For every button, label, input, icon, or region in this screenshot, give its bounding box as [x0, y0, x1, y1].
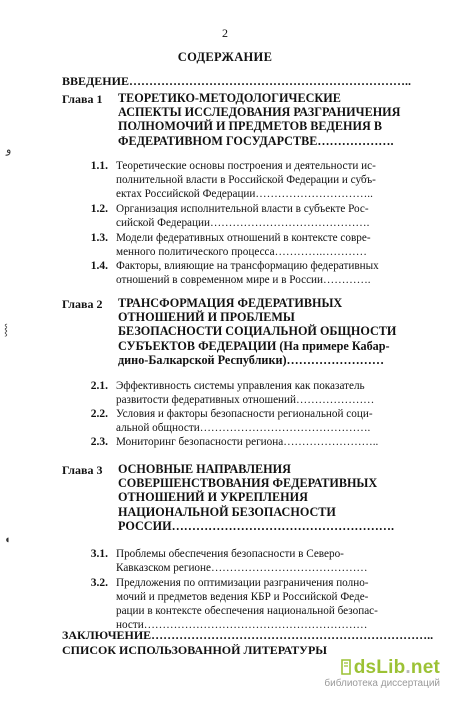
chapter-3-title: ОСНОВНЫЕ НАПРАВЛЕНИЯ СОВЕРШЕНСТВОВАНИЯ ФЕДЕРАТИВНЫХ ОТНОШЕНИЙ И УКРЕПЛЕНИЯ НАЦИОНАЛЬНОЙ БЕЗОПАСНОСТИ РОССИИ………………………………………………. — [118, 462, 394, 533]
chapter-3-label: Глава 3 — [62, 463, 103, 477]
section-3-1-number: 3.1. — [90, 548, 108, 560]
chapter-1-label: Глава 1 — [62, 92, 103, 106]
margin-scan-mark: ◖ — [4, 534, 11, 546]
section-2-2-number: 2.2. — [90, 408, 108, 420]
section-1-1-title: Теоретические основы построения и деятельности ис- полнительной власти в Российской Федерации и субъ- ектах Российской Федерации………………………….. — [116, 160, 376, 200]
section-2-2-title: Условия и факторы безопасности региональной соци- альной общности………………………………………. — [116, 408, 373, 434]
page-number: 2 — [222, 26, 228, 40]
toc-bibliography: СПИСОК ИСПОЛЬЗОВАННОЙ ЛИТЕРАТУРЫ — [62, 643, 328, 657]
section-1-3-number: 1.3. — [90, 232, 108, 244]
section-2-1-number: 2.1. — [90, 380, 108, 392]
book-icon — [340, 659, 352, 675]
section-2-3-number: 2.3. — [90, 436, 108, 448]
dslib-watermark — [324, 657, 440, 689]
toc-heading: СОДЕРЖАНИЕ — [177, 50, 273, 64]
section-3-2-title: Предложения по оптимизации разграничения полно- мочий и предметов ведения КБР и Российской Феде- рации в контексте обеспечения национальной безопас- ности…………………………………………………… — [116, 577, 378, 631]
section-1-4-title: Факторы, влияющие на трансформацию федеративных отношений в современном мире и в России…………. — [116, 260, 379, 286]
section-1-1-number: 1.1. — [90, 160, 108, 172]
chapter-2-label: Глава 2 — [62, 297, 103, 311]
section-3-2-number: 3.2. — [90, 577, 108, 589]
section-3-1-title: Проблемы обеспечения безопасности в Северо- Кавказском регионе…………………………………… — [116, 548, 368, 574]
toc-conclusion: ЗАКЛЮЧЕНИЕ…………………………………………………………….. — [62, 628, 434, 642]
section-1-3-title: Модели федеративных отношений в контексте совре- менного политического процесса………….………… — [116, 232, 371, 258]
section-1-4-number: 1.4. — [90, 260, 108, 272]
chapter-2-title: ТРАНСФОРМАЦИЯ ФЕДЕРАТИВНЫХ ОТНОШЕНИЙ И ПРОБЛЕМЫ БЕЗОПАСНОСТИ СОЦИАЛЬНОЙ ОБЩНОСТИ СУБЪЕКТОВ ФЕДЕРАЦИИ (На примере Кабар- дино-Балкарской Республики)…………………… — [118, 296, 397, 367]
section-2-1-title: Эффективность системы управления как показатель развитости федеративных отношений………………… — [116, 380, 375, 406]
section-1-2-number: 1.2. — [90, 203, 108, 215]
dslib-logo: dsLib.net — [324, 657, 440, 679]
dslib-subtitle: библиотека диссертаций — [324, 678, 440, 689]
chapter-1-title: ТЕОРЕТИКО-МЕТОДОЛОГИЧЕСКИЕ АСПЕКТЫ ИССЛЕДОВАНИЯ РАЗГРАНИЧЕНИЯ ПОЛНОМОЧИЙ И ПРЕДМЕТОВ ВЕДЕНИЯ В ФЕДЕРАТИВНОМ ГОСУДАРСТВЕ………………. — [118, 91, 401, 148]
section-2-3-title: Мониторинг безопасности региона…………………….. — [116, 436, 379, 448]
margin-scan-mark: ⸾ — [4, 324, 8, 336]
margin-scan-mark: ﻭ — [6, 144, 12, 156]
toc-intro: ВВЕДЕНИЕ…………………………………………………………….. — [62, 74, 411, 88]
section-1-2-title: Организация исполнительной власти в субъекте Рос- сийской Федерации……………………………………. — [116, 203, 370, 229]
